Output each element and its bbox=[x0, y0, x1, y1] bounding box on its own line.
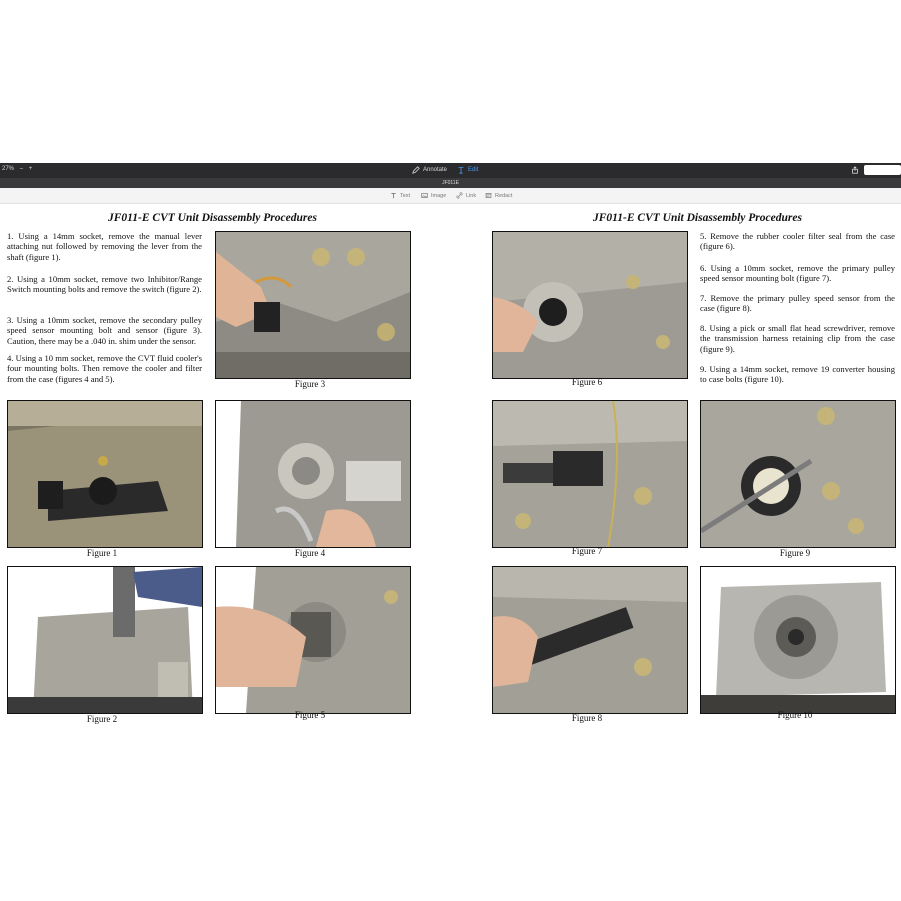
figure-7-photo bbox=[492, 400, 688, 548]
step-2: 2. Using a 10mm socket, remove two Inhibitor/Range Switch mounting bolts and remove the switch (figure 2). bbox=[7, 274, 202, 295]
document-title: JF011E bbox=[0, 178, 901, 188]
step-4: 4. Using a 10 mm socket, remove the CVT fluid cooler's four mounting bolts. Then remove the cooler and filter from the case (figures 4 and 5). bbox=[7, 353, 202, 384]
page-title: JF011-E CVT Unit Disassembly Procedures bbox=[108, 212, 317, 224]
figure-6-photo bbox=[492, 231, 688, 379]
figure-7-caption: Figure 7 bbox=[571, 546, 603, 556]
edit-label: Edit bbox=[468, 167, 479, 173]
zoom-in-button[interactable]: + bbox=[28, 166, 33, 172]
page-title: JF011-E CVT Unit Disassembly Procedures bbox=[593, 212, 802, 224]
share-icon[interactable] bbox=[851, 166, 859, 174]
step-3: 3. Using a 10mm socket, remove the secondary pulley speed sensor mounting bolt and sensor (figure 3). Caution, there may be a .040 in. shim under the sensor. bbox=[7, 315, 202, 346]
figure-10-photo bbox=[700, 566, 896, 714]
figure-3-caption: Figure 3 bbox=[294, 379, 326, 389]
redact-tool[interactable] bbox=[485, 192, 512, 199]
pen-icon bbox=[412, 166, 420, 174]
redact-icon bbox=[485, 192, 492, 199]
edit-tools-bar bbox=[0, 188, 901, 204]
search-input[interactable] bbox=[864, 165, 901, 175]
left-page bbox=[0, 203, 450, 901]
right-page bbox=[451, 203, 901, 901]
figure-6-caption: Figure 6 bbox=[571, 377, 603, 387]
step-7: 7. Remove the primary pulley speed sensor from the case (figure 8). bbox=[700, 293, 895, 314]
figure-5-photo bbox=[215, 566, 411, 714]
annotate-label: Annotate bbox=[423, 167, 448, 173]
edit-tab[interactable] bbox=[457, 166, 478, 174]
figure-10-caption: Figure 10 bbox=[777, 710, 813, 720]
text-tool-label: Text bbox=[400, 192, 411, 199]
app-toolbar bbox=[0, 163, 901, 178]
image-tool[interactable] bbox=[421, 192, 446, 199]
zoom-controls bbox=[2, 166, 36, 172]
step-6: 6. Using a 10mm socket, remove the primary pulley speed sensor mounting bolt (figure 7). bbox=[700, 263, 895, 284]
figure-2-caption: Figure 2 bbox=[86, 714, 118, 724]
redact-tool-label: Redact bbox=[495, 192, 513, 199]
link-tool[interactable] bbox=[456, 192, 476, 199]
step-9: 9. Using a 14mm socket, remove 19 converter housing to case bolts (figure 10). bbox=[700, 364, 895, 385]
figure-9-photo bbox=[700, 400, 896, 548]
figure-8-photo bbox=[492, 566, 688, 714]
annotate-tab[interactable] bbox=[412, 166, 447, 174]
figure-3-photo bbox=[215, 231, 411, 379]
text-cursor-icon bbox=[457, 166, 465, 174]
step-1: 1. Using a 14mm socket, remove the manual lever attaching nut followed by removing the lever from the shaft (figure 1). bbox=[7, 231, 202, 262]
image-icon bbox=[421, 192, 428, 199]
link-icon bbox=[456, 192, 463, 199]
step-8: 8. Using a pick or small flat head screwdriver, remove the transmission harness retaining clip from the case (figure 9). bbox=[700, 323, 895, 354]
figure-9-caption: Figure 9 bbox=[779, 548, 811, 558]
figure-1-caption: Figure 1 bbox=[86, 548, 118, 558]
step-5: 5. Remove the rubber cooler filter seal from the case (figure 6). bbox=[700, 231, 895, 252]
zoom-level[interactable]: 27% bbox=[2, 166, 15, 172]
link-tool-label: Link bbox=[466, 192, 477, 199]
text-icon bbox=[390, 192, 397, 199]
figure-4-caption: Figure 4 bbox=[294, 548, 326, 558]
figure-4-photo bbox=[215, 400, 411, 548]
figure-2-photo bbox=[7, 566, 203, 714]
figure-8-caption: Figure 8 bbox=[571, 713, 603, 723]
figure-1-photo bbox=[7, 400, 203, 548]
figure-5-caption: Figure 5 bbox=[294, 710, 326, 720]
zoom-out-button[interactable]: – bbox=[19, 166, 24, 172]
text-tool[interactable] bbox=[390, 192, 410, 199]
image-tool-label: Image bbox=[431, 192, 447, 199]
